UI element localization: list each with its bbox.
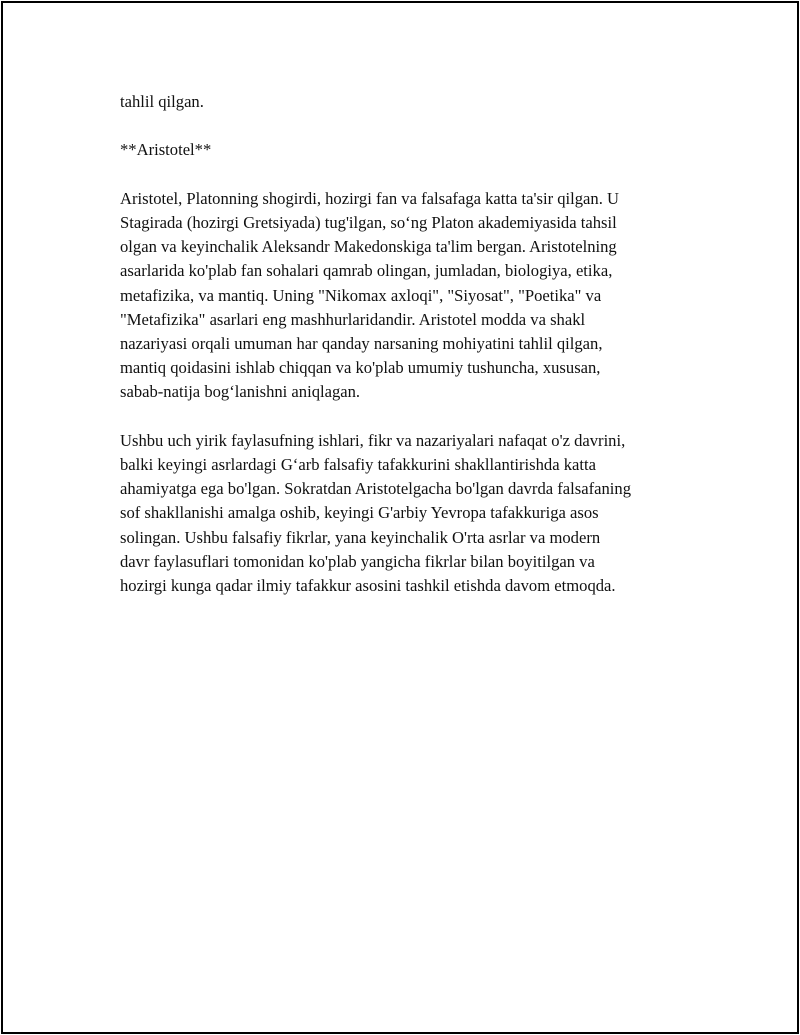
- document-page: [1, 1, 799, 1034]
- document-body: [120, 90, 705, 622]
- paragraph-aristotle: Aristotel, Platonning shogirdi, hozirgi fan va falsafaga katta ta'sir qilgan. U Stagirada (hozirgi Gretsiyada) tug'ilgan, so‘ng Platon akademiyasida tahsil olgan va keyinchalik Aleksandr Makedonskiga ta'lim bergan. Aristotelning asarlarida ko'plab fan sohalari qamrab olingan, jumladan, biologiya, etika, metafizika, va mantiq. Uning "Nikomax axloqi", "Siyosat", "Poetika" va "Metafizika" asarlari eng mashhurlaridandir. Aristotel modda va shakl nazariyasi orqali umuman har qanday narsaning mohiyatini tahlil qilgan, mantiq qoidasini ishlab chiqqan va ko'plab umumiy tushuncha, xususan, sabab-natija bog‘lanishni aniqlagan.: [120, 188, 619, 402]
- section-heading: **Aristotel**: [120, 140, 212, 160]
- paragraph-conclusion: Ushbu uch yirik faylasufning ishlari, fikr va nazariyalari nafaqat o'z davrini, balki keyingi asrlardagi G‘arb falsafiy tafakkurini shakllantirishda katta ahamiyatga ega bo'lgan. Sokratdan Aristotelgacha bo'lgan davrda falsafaning sof shakllanishi amalga oshib, keyingi G'arbiy Yevropa tafakkuriga asos solingan. Ushbu falsafiy fikrlar, yana keyinchalik O'rta asrlar va modern davr faylasuflari tomonidan ko'plab yangicha fikrlar bilan boyitilgan va hozirgi kunga qadar ilmiy tafakkur asosini tashkil etishda davom etmoqda.: [120, 430, 631, 596]
- paragraph-continuation: tahlil qilgan.: [120, 92, 204, 111]
